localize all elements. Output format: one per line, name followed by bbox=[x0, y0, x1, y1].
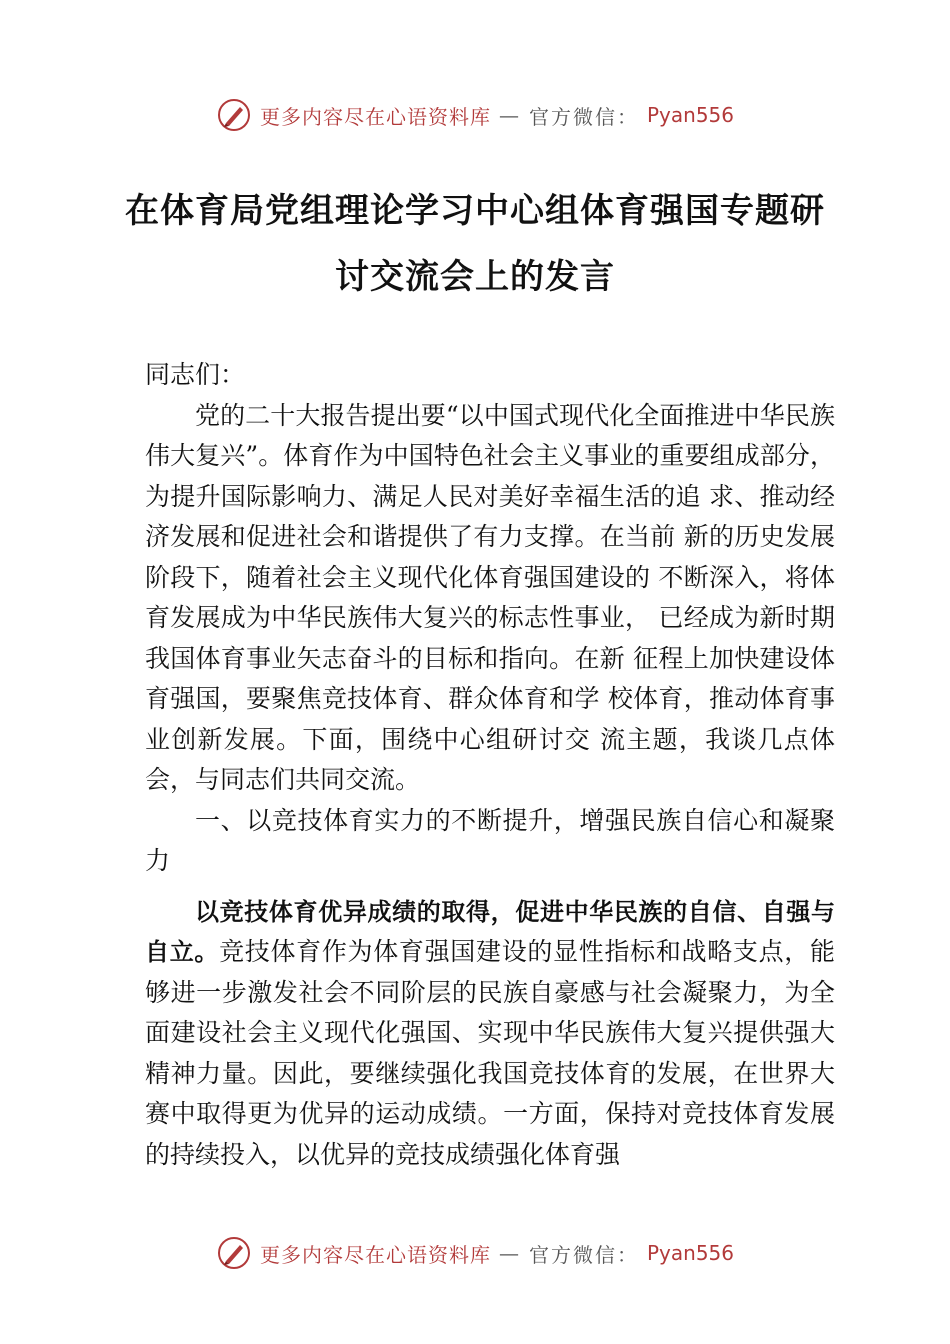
pen-logo-icon bbox=[216, 1235, 252, 1271]
watermark-dash: — bbox=[498, 1241, 521, 1265]
document-title: 在体育局党组理论学习中心组体育强国专题研讨交流会上的发言 bbox=[125, 191, 825, 297]
paragraph-section-1 bbox=[145, 892, 835, 1176]
pen-logo-icon bbox=[216, 97, 252, 133]
document-body bbox=[145, 355, 835, 1175]
paragraph-rest: 竞技体育作为体育强国建设的显性指标和战略支点，能够进一步激发社会不同阶层的民族自豪感与社会凝聚力，为全面建设社会主义现代化强国、实现中华民族伟大复兴提供强大精神力量。因此，要继续强化我国竞技体育的发展，在世界大赛中取得更为优异的运动成绩。一方面，保持对竞技体育发展的持续投入，以优异的竞技成绩强化体育强 bbox=[145, 937, 835, 1169]
watermark-dash: — bbox=[498, 103, 521, 127]
footer-watermark bbox=[0, 1233, 950, 1273]
watermark-label: 官方微信： bbox=[528, 1242, 639, 1267]
salutation: 同志们： bbox=[145, 360, 246, 389]
watermark-id: Pyan556 bbox=[646, 103, 734, 127]
watermark-brand: 更多内容尽在心语资料库 bbox=[259, 1242, 491, 1267]
watermark-brand: 更多内容尽在心语资料库 bbox=[259, 104, 491, 129]
paragraph-intro: 党的二十大报告提出要“以中国式现代化全面推进中华民族伟大复兴”。体育作为中国特色社会主义事业的重要组成部分，为提升国际影响力、满足人民对美好幸福生活的追 求、推动经济发展和促进社会和谐提供了有力支撑。在当前 新的历史发展阶段下，随着社会主义现代化体育强国建设的 不断深入，将体育发展成为中华民族伟大复兴的标志性事业， 已经成为新时期我国体育事业矢志奋斗的目标和指向。在新 征程上加快建设体育强国，要聚焦竞技体育、群众体育和学 校体育，推动体育事业创新发展。下面，围绕中心组研讨交 流主题，我谈几点体会，与同志们共同交流。 bbox=[145, 400, 835, 794]
section-heading-1: 一、以竞技体育实力的不断提升，增强民族自信心和凝聚力 bbox=[145, 805, 835, 875]
header-watermark bbox=[0, 95, 950, 135]
paragraph-lead-bold: 以竞技体育优异成绩的取得，促进中华民族的自信、自强与自立。 bbox=[145, 897, 835, 966]
watermark-id: Pyan556 bbox=[646, 1241, 734, 1265]
watermark-label: 官方微信： bbox=[528, 104, 639, 129]
